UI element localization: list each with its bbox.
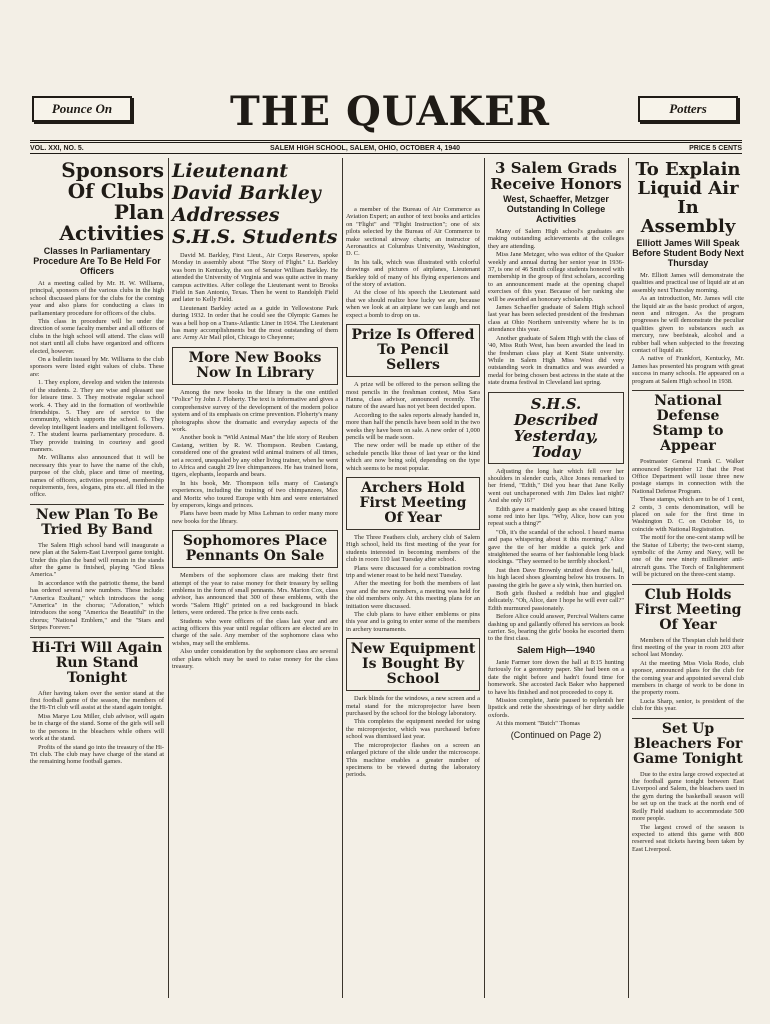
paragraph: Plans were discussed for a combination roving trip and wiener roast to be held next Tuesday. (346, 564, 480, 579)
paragraph: In accordance with the patriotic theme, the band has ordered several new numbers. These include: "America Exultant," which introduces the song "America" in the chorus; "Adoration," which introduces the song "America the Beautiful" in the chorus; "National Emblem," and the "Stars and Stripes Forever." (30, 579, 164, 632)
paragraph: Among the new books in the library is the one entitled "Police" by John J. Floherty. The text is informative and gives a comprehensive survey of the development of the modern police system and of its emphasis on crime prevention. Floherty's many photographs show the dramatic and everyday aspects of the work. (172, 388, 338, 433)
deck-grads: West, Schaeffer, Metzger Outstanding In College Activities (503, 194, 609, 224)
paragraph: Another graduate of Salem High with the class of '40, Miss Ruth West, has been awarded the lead in the freshman class play at Kent State university. While in Salem High Miss West did very outstanding work in dramatics and was awarded a medal for being chosen best actress in the state at the state drama festival in Cleveland last spring. (488, 334, 624, 387)
headline-described: S.H.S. Described Yesterday, Today (513, 394, 599, 461)
paragraph: In his book, Mr. Thompson tells many of Castang's experiences, including the training of two chimpanzees, Max and Moritz who toured Europe with him and were entertained by emperors, kings and princes. (172, 479, 338, 509)
paragraph: Mr. Williams also announced that it will be necessary this year to have the name of the club, purpose of the club, place and time of meeting, names of officers, activities proposed, membership requirements, fees, slogans, pins etc. all filed in the office. (30, 454, 164, 499)
headline-archers: Archers Hold First Meeting Of Year (359, 479, 467, 526)
headline-sophomores: Sophomores Place Pennants On Sale (182, 533, 328, 565)
column-rule (342, 158, 343, 998)
nameplate: THE QUAKER (230, 88, 550, 135)
paragraph: Miss Jane Metzger, who was editor of the Quaker weekly and annual during her senior year in 1936-37, is one of 46 Smith college students honored with membership in the group of first scholars, according to an announcement made at the opening chapel exercises of this year. Because of her ranking she will be awarded an honorary scholarship. (488, 251, 624, 303)
paragraph: At this moment "Butch" Thomas (496, 720, 580, 728)
paragraph: At the close of his speech the Lieutenant said that we should realize how lucky we are, because when we look at an airplane we can laugh and not expect a bomb to drop on us. (346, 289, 480, 319)
article-described-1940 (488, 659, 624, 728)
paragraph: The motif for the one-cent stamp will be the Statue of Liberty; the two-cent stamp, symbolic of the Army and Navy, will be one of the new ninety millimeter anti-aircraft guns. The Torch of Enlightenment will be pictured on the three-cent stamp. (632, 534, 744, 579)
column-rule (628, 158, 629, 998)
paragraph: Also under consideration by the sophomore class are several other plans which may be used to raise money for the class treasury. (172, 648, 338, 671)
paragraph: A prize will be offered to the person selling the most pencils in the freshman contest, Miss Sara Hanna, class advisor, announced recently. The nature of the award has not yet been decided upon. (346, 381, 480, 411)
article-barkley (172, 252, 338, 342)
paragraph: Dark blinds for the windows, a new screen and a metal stand for the microprojector have been purchased by the school for the biology laboratory. (346, 695, 480, 718)
paragraph: Janie Farmer tore down the hall at 8:15 hunting furiously for a geometry paper. She had been on a date the night before and hadn't found time for homework. She accosted Jack Baker who happened to have his finished and not proceeded to copy it. (488, 658, 624, 696)
article-sponsors (30, 280, 164, 499)
paragraph: At the meeting Miss Viola Rodo, club sponsor, announced plans for the club for the coming year and appointed several club members in charge of work to be done in the property room. (632, 659, 744, 697)
paragraph: James Schaeffer graduate of Salem High school last year has been selected president of the freshman class at Ohio Northern university where he is in attendance this year. (488, 304, 624, 334)
volume-number: VOL. XXI, NO. 5. (30, 145, 84, 152)
column-rule (484, 158, 485, 998)
paragraph: After having taken over the senior stand at the first football game of the season, the members of the Hi-Tri club will assist at the stand again tonight. (30, 689, 164, 712)
paragraph: The Salem High school band will inaugurate a new plan at the Salem-East Liverpool game tonight. Under this plan the band will remain in the stands after the game is finished, playing "God Bless America." (30, 541, 164, 579)
article-liquid-air (632, 272, 744, 385)
article-books (172, 389, 338, 525)
paragraph: On a bulletin issued by Mr. Williams to the club sponsors were listed eight values of clubs. These are: (30, 356, 164, 378)
headline-bleachers: Set Up Bleachers For Game Tonight (633, 720, 743, 767)
paragraph: Profits of the stand go into the treasury of the Hi-Tri club. The club may have charge of the stand at the remaining home football games. (30, 743, 165, 766)
column-rule (168, 158, 169, 998)
headline-club-meeting: Club Holds First Meeting Of Year (634, 586, 742, 633)
dateline: SALEM HIGH SCHOOL, SALEM, OHIO, OCTOBER 4, 1940 (270, 145, 461, 152)
paragraph: After the meeting for both the members of last year and the new members, a meeting was held for the old members only. At this meeting plans for an initiation were discussed. (346, 580, 480, 610)
paragraph: a member of the Bureau of Air Commerce as Aviation Expert; an author of text books and articles on "Flight" and "Flight Instruction"; one of six pilots selected by the Bureau of Air Commerce to make sectional airway charts; an instructor of Aeronautics at Columbus University, Washington, D. C. (346, 206, 480, 258)
article-equipment (346, 695, 480, 778)
paragraph: The microprojector flashes on a screen an enlarged picture of the slide under the microscope. This machine enables a greater number of specimens to be viewed during the laboratory periods. (346, 741, 480, 779)
headline-barkley: Lieutenant David Barkley Addresses S.H.S. Students (172, 160, 338, 248)
paragraph: According to the sales reports already handed in, more than half the pencils have been sold in the two weeks they have been on sale. A new order of 1,000 pencils will be made soon. (346, 411, 480, 441)
paragraph: Plans have been made by Miss Lehman to order many more new books for the library. (172, 510, 338, 525)
column-2 (172, 160, 338, 671)
column-5 (632, 160, 744, 854)
paragraph: David M. Barkley, First Lieut., Air Corps Reserves, spoke Monday in assembly about "The Story of Flight." Lt. Barkley was born in Kentucky, the son of Senator William Barkley. He attended the University of Virginia and was quite active in many campus activities. After college the Lieutenant went to Brooks Field in San Antonio, Texas. Then he went to Randolph Field and later to Kelly Field. (172, 252, 338, 304)
paragraph: This completes the equipment needed for using the microprojector, which was purchased before school was dismissed last year. (346, 718, 480, 741)
article-stamp (632, 458, 744, 579)
column-3 (346, 160, 480, 780)
article-bleachers (632, 771, 744, 853)
headline-band: New Plan To Be Tried By Band (35, 506, 159, 538)
paragraph: "Oh, it's the scandal of the school. I heard mama and papa whispering about it this morning." Alice gave the tie of her middie a quick jerk and straightened the seams of her fashionable long black stockings. "They seemed to be terribly shocked." (488, 528, 624, 566)
paragraph: These stamps, which are to be of 1 cent, 2 cents, 3 cents denomination, will be placed on sale for the first time in Washington D. C. on October 16, to coincide with National Registration. (632, 496, 744, 533)
continued-line: (Continued on Page 2) (510, 729, 602, 740)
article-described (488, 468, 624, 643)
headline-grads: 3 Salem Grads Receive Honors (490, 159, 622, 193)
paragraph: Edith gave a maidenly gasp as she ceased biting some red into her lips. "Why, Alice, how can you repeat such a thing?" (488, 505, 624, 528)
paragraph: Students who were officers of the class last year and are acting officers this year until regular officers are elected are in charge of the sale. Any member of the sophomore class who wishes, may sell the emblems. (172, 617, 338, 647)
article-sophomores (172, 572, 338, 670)
paragraph: A native of Frankfort, Kentucky, Mr. James has presented his program with great success in many schools. He appeared on a program at Salem High school in 1938. (632, 355, 744, 385)
headline-stamp: National Defense Stamp to Appear (652, 393, 724, 455)
article-club-meeting (632, 637, 744, 713)
paragraph: The club plans to have either emblems or pins this year and is going to enter some of the members in archery tournaments. (346, 611, 480, 633)
paragraph: As an introduction, Mr. James will cite the liquid air as the basic product of argon, neon and nitrogen. As the program progresses he will demonstrate the peculiar qualities given to substances such as mercury, raw beefsteak, alcohol and a rubber ball when subjected to the freezing contact of liquid air. (632, 295, 744, 355)
paragraph: Mission complete, Janie paused to replenish her lipstick and retie the shoestrings of her dirty saddle oxfords. (488, 696, 624, 719)
subhead-1940: Salem High—1940 (516, 644, 596, 655)
article-band (30, 542, 164, 632)
paragraph: Members of the sophomore class are making their first attempt of the year to raise money for their treasury by selling emblems in the form of small pennants. Mrs. Marion Cox, class advisor, has announced that 300 of these emblems, with the words "Salem High" printed on a red background in black letters, were ordered. The price is five cents each. (172, 572, 338, 617)
paragraph: The new order will be made up either of the schedule pencils like those of last year or the kind which are now being sold, depending on the type which seems to be most popular. (346, 442, 480, 472)
paragraph: Lucia Sharp, senior, is president of the club for this year. (632, 697, 744, 713)
paragraph: Due to the extra large crowd expected at the football game tonight between East Liverpool and Salem, the bleachers used in the gym during the basketball season will be set up on the track at the north end of Reilly Field stadium to accommodate 500 more people. (632, 770, 744, 823)
article-archers (346, 534, 480, 633)
headline-hitri: Hi-Tri Will Again Run Stand Tonight (31, 639, 163, 686)
paragraph: Before Alice could answer, Percival Walters came dashing up and gallantly offered his services as book carrier. So, bearing the girls' books he escorted them to the first class. (488, 613, 624, 643)
column-4 (488, 160, 624, 740)
article-barkley-cont (346, 206, 480, 319)
headline-equipment: New Equipment Is Bought By School (350, 641, 476, 688)
paragraph: Postmaster General Frank C. Walker announced September 12 that the Post Office Department will issue three new postage stamps in connection with the National Defense Program. (632, 458, 744, 495)
paragraph: At a meeting called by Mr. H. W. Williams, principal, sponsors of the various clubs in the high school discussed plans for the clubs for the coming year and also plans for conducting a class in parliamentary procedure for officers of the clubs. (30, 280, 164, 317)
paragraph: 1. They explore, develop and widen the interests of the students. 2. They are wise and pleasant use for leisure time. 3. They motivate regular school work. 4. They aid in the formation of worthwhile friendships. 5. They are of service to the community, which supports the school. 6. They develop intelligent leaders and intelligent followers. 7. The student learns parliamentary procedure. 8. They provide training in courtesy and good manners. (30, 379, 164, 453)
article-hitri (30, 690, 164, 766)
paragraph: Adjusting the long hair which fell over her shoulders in slender curls, Alice Jones remarked to her friend, "Edith," Did you hear that Jane Kelly went out unchaperoned with Jim Dales last night? And she only 16!" (488, 467, 624, 505)
headline-liquid-air: To Explain Liquid Air In Assembly (635, 159, 741, 237)
paragraph: The Three Feathers club, archery club of Salem High school, held its first meeting of the year for students interested in becoming members of the club in room 110 last Tuesday after school. (346, 533, 480, 564)
left-ear-box: Pounce On (32, 96, 132, 122)
headline-prize: Prize Is Offered To Pencil Sellers (351, 327, 475, 374)
paragraph: Lieutenant Barkley acted as a guide in Yellowstone Park during 1932. In order that he could see the Olympic Games he was a bell hop on a Trans-Atlantic Liner in 1934. The Lieutenant has many accomplishments but the most outstanding of them are: Army Air Mail pilot, Chicago to Cheyenne; (172, 304, 339, 342)
deck-liquid-air: Elliott James Will Speak Before Student Body Next Thursday (632, 238, 744, 268)
deck-sponsors: Classes In Parliamentary Procedure Are To Be Held For Officers (33, 246, 161, 276)
headline-sponsors: Sponsors Of Clubs Plan Activities (59, 158, 164, 245)
column-1 (30, 160, 164, 767)
paragraph: Many of Salem High school's graduates are making outstanding achievements at the colleges they are attending. (488, 228, 624, 250)
headline-books: More New Books Now In Library (188, 349, 322, 381)
paragraph: Both girls flushed a reddish hue and giggled delicately. "Oh, Alice, dare I hope he will ever call?" Edith murmured passionately. (488, 590, 624, 612)
right-ear-box: Potters (638, 96, 738, 122)
article-grads (488, 228, 624, 387)
paragraph: Another book is "Wild Animal Man" the life story of Reuben Castang, written by R. W. Thompson. Reuben Castang, considered one of the greatest wild animal trainers of all times, set a record, unequaled by any other living trainer, when he went to Africa and caught 29 live chimpanzees. He has trained lions, tigers, elephants, leopards and bears. (172, 434, 338, 479)
paragraph: Members of the Thespian club held their first meeting of the year in room 203 after school last Monday. (632, 636, 744, 659)
article-prize (346, 381, 480, 472)
paragraph: This class in procedure will be under the direction of some faculty member and all officers of clubs in the high school will attend. The class will not start until all clubs have organized and officers elected, however. (30, 318, 164, 355)
paragraph: Mr. Elliott James will demonstrate the qualities and practical use of liquid air at an assembly next Thursday morning. (632, 272, 744, 294)
paragraph: Miss Marye Lou Miller, club advisor, will again be in charge of the stand. Some of the girls will sell to the persons in the bleachers while others will work at the stand. (30, 712, 164, 743)
price: PRICE 5 CENTS (689, 145, 742, 152)
paragraph: In his talk, which was illustrated with colorful drawings and pictures of airplanes, Lieutenant Barkley told of many of his flying experiences and of the story of aviation. (346, 258, 480, 289)
dateline-strip (30, 140, 742, 154)
paragraph: The largest crowd of the season is expected to attend this game with 800 reserved seat tickets having been taken by East Liverpool. (632, 823, 744, 853)
paragraph: Just then Dave Brownly strutted down the hall, his high laced shoes gleaming below his trousers. In passing the girls he gave a sly wink, then hurried on. (488, 566, 624, 589)
